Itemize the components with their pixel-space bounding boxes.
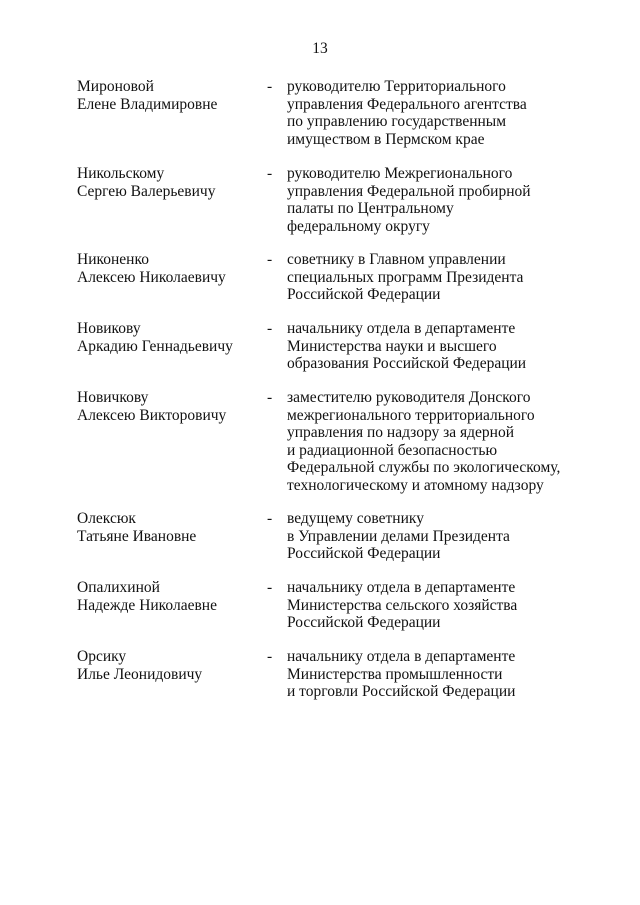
dash: -: [267, 320, 273, 337]
given-names: Елене Владимировне: [77, 95, 218, 113]
position-line: управления по надзору за ядерной: [287, 424, 514, 441]
surname: Олексюк: [77, 510, 136, 527]
dash: -: [267, 165, 273, 182]
position-text: [287, 251, 577, 304]
person-name: [77, 510, 267, 563]
position-line: специальных программ Президента: [287, 268, 524, 286]
dash: -: [267, 78, 273, 95]
surname: Опалихиной: [77, 579, 160, 596]
dash: -: [267, 579, 273, 596]
position-line: советнику в Главном управлении: [287, 251, 506, 268]
position-line: технологическому и атомному надзору: [287, 476, 544, 494]
dash: -: [267, 389, 273, 406]
given-names: Сергею Валерьевичу: [77, 182, 216, 200]
position-line: руководителю Межрегионального: [287, 165, 513, 182]
entry-row: [77, 579, 577, 632]
position-text: [287, 579, 577, 632]
given-names: Алексею Николаевичу: [77, 268, 226, 286]
position-line: по управлению государственным: [287, 113, 507, 130]
person-name: [77, 165, 267, 235]
given-names: Татьяне Ивановне: [77, 527, 197, 545]
position-line: имуществом в Пермском крае: [287, 130, 485, 148]
entry-row: [77, 648, 577, 701]
entry-row: [77, 251, 577, 304]
position-line: управления Федеральной пробирной: [287, 182, 531, 200]
given-names: Аркадию Геннадьевичу: [77, 337, 233, 355]
dash: -: [267, 648, 273, 665]
position-line: в Управлении делами Президента: [287, 527, 510, 545]
dash: -: [267, 251, 273, 268]
position-text: [287, 320, 577, 373]
surname: Новикову: [77, 320, 141, 337]
position-line: образования Российской Федерации: [287, 355, 527, 372]
surname: Мироновой: [77, 78, 154, 95]
position-line: Российской Федерации: [287, 286, 441, 303]
position-line: Министерства сельского хозяйства: [287, 596, 518, 614]
position-line: начальнику отдела в департаменте: [287, 648, 516, 665]
position-line: начальнику отдела в департаменте: [287, 320, 516, 337]
position-line: и радиационной безопасностью: [287, 441, 498, 459]
position-line: Министерства науки и высшего: [287, 337, 497, 355]
position-line: начальнику отдела в департаменте: [287, 579, 516, 596]
given-names: Алексею Викторовичу: [77, 406, 227, 424]
person-name: [77, 648, 267, 701]
surname: Орсику: [77, 648, 127, 665]
entry-row: [77, 510, 577, 563]
given-names: Илье Леонидовичу: [77, 665, 203, 683]
position-line: заместителю руководителя Донского: [287, 389, 531, 406]
position-line: палаты по Центральному: [287, 200, 454, 217]
position-line: федеральному округу: [287, 217, 430, 235]
position-text: [287, 389, 577, 494]
person-name: [77, 389, 267, 494]
position-line: руководителю Территориального: [287, 78, 506, 95]
given-names: Надежде Николаевне: [77, 596, 217, 614]
entry-row: [77, 78, 577, 148]
position-text: [287, 510, 577, 563]
entry-row: [77, 389, 577, 494]
person-name: [77, 251, 267, 304]
position-line: управления Федерального агентства: [287, 95, 527, 113]
position-text: [287, 648, 577, 701]
person-name: [77, 579, 267, 632]
page-number: 13: [312, 40, 328, 57]
entry-row: [77, 320, 577, 373]
position-line: Федеральной службы по экологическому,: [287, 459, 561, 476]
surname: Никоненко: [77, 251, 149, 268]
position-text: [287, 78, 577, 148]
position-line: Российской Федерации: [287, 614, 441, 631]
position-line: межрегионального территориального: [287, 406, 535, 424]
surname: Новичкову: [77, 389, 149, 406]
entry-row: [77, 165, 577, 235]
position-line: и торговли Российской Федерации: [287, 683, 516, 700]
person-name: [77, 320, 267, 373]
dash: -: [267, 510, 273, 527]
position-text: [287, 165, 577, 235]
person-name: [77, 78, 267, 148]
surname: Никольскому: [77, 165, 165, 182]
position-line: ведущему советнику: [287, 510, 424, 527]
position-line: Российской Федерации: [287, 545, 441, 562]
position-line: Министерства промышленности: [287, 665, 503, 683]
